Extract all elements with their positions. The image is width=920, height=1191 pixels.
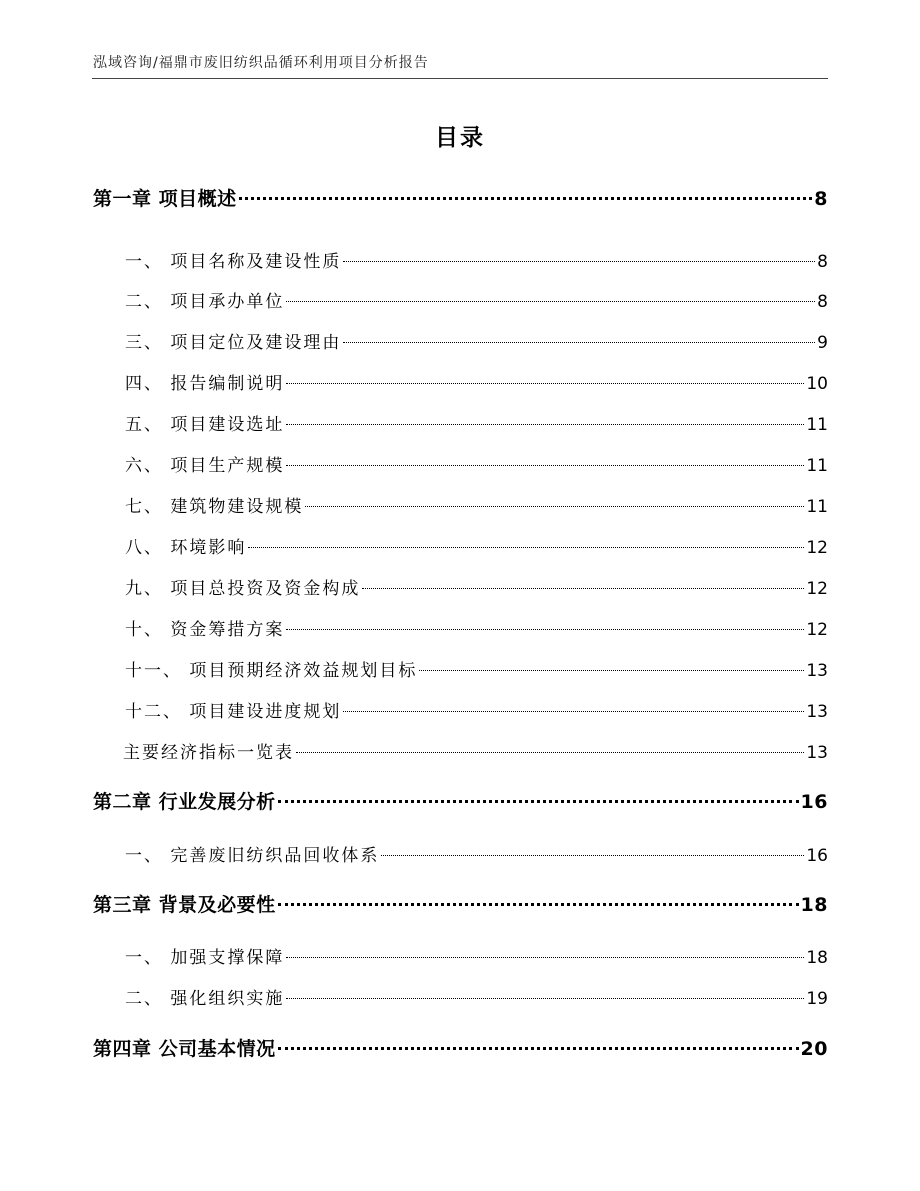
toc-page-number: 8	[814, 188, 828, 210]
toc-page-number: 12	[806, 579, 828, 599]
toc-entry-label: 七、 建筑物建设规模	[125, 497, 304, 517]
dot-leader	[278, 1047, 799, 1050]
dot-leader	[343, 261, 815, 262]
toc-entry-section[interactable]	[93, 328, 828, 353]
toc-entry-label: 九、 项目总投资及资金构成	[125, 579, 361, 599]
toc-entry-label: 十二、 项目建设进度规划	[125, 702, 342, 722]
toc-entry-section[interactable]	[93, 574, 828, 599]
toc-page-number: 8	[817, 292, 828, 312]
toc-entry-label: 一、 加强支撑保障	[125, 948, 285, 968]
toc-title: 目录	[435, 125, 485, 151]
dot-leader	[286, 998, 804, 999]
dot-leader	[239, 197, 813, 200]
toc-entry-section[interactable]	[93, 533, 828, 558]
toc-entry-label: 主要经济指标一览表	[123, 743, 294, 763]
toc-entry-label: 十、 资金筹措方案	[125, 620, 285, 640]
dot-leader	[248, 547, 804, 548]
toc-entry-chapter[interactable]	[93, 184, 828, 211]
header-rule	[92, 78, 828, 79]
toc-entry-label: 第三章 背景及必要性	[93, 894, 276, 916]
toc-page-number: 20	[800, 1038, 828, 1060]
toc-entry-section[interactable]	[93, 656, 828, 681]
dot-leader	[286, 629, 804, 630]
toc-page-number: 13	[806, 702, 828, 722]
toc-entry-label: 一、 完善废旧纺织品回收体系	[125, 846, 380, 866]
toc-entry-label: 三、 项目定位及建设理由	[125, 333, 342, 353]
running-header: 泓域咨询/福鼎市废旧纺织品循环利用项目分析报告	[93, 55, 429, 71]
toc-page-number: 11	[806, 456, 828, 476]
dot-leader	[278, 903, 799, 906]
dot-leader	[286, 957, 804, 958]
toc-entry-label: 五、 项目建设选址	[125, 415, 285, 435]
toc-entry-chapter[interactable]	[93, 787, 828, 814]
toc-entry-label: 二、 项目承办单位	[125, 292, 285, 312]
toc-page-number: 11	[806, 497, 828, 517]
toc-page-number: 10	[806, 374, 828, 394]
toc-entry-section[interactable]	[93, 410, 828, 435]
toc-entry-section[interactable]	[93, 697, 828, 722]
toc-page-number: 18	[800, 894, 828, 916]
dot-leader	[305, 506, 804, 507]
toc-entry-section[interactable]	[93, 984, 828, 1009]
dot-leader	[286, 465, 804, 466]
toc-entry-section[interactable]	[93, 615, 828, 640]
toc-entry-table[interactable]	[93, 738, 828, 763]
toc-entry-section[interactable]	[93, 247, 828, 272]
dot-leader	[286, 301, 815, 302]
dot-leader	[296, 752, 804, 753]
toc-entry-section[interactable]	[93, 841, 828, 866]
toc-page-number: 19	[806, 989, 828, 1009]
toc-page-number: 13	[806, 661, 828, 681]
toc-page-number: 9	[817, 333, 828, 353]
toc-page-number: 12	[806, 620, 828, 640]
dot-leader	[419, 670, 804, 671]
toc-page-number: 18	[806, 948, 828, 968]
dot-leader	[381, 855, 804, 856]
toc-entry-section[interactable]	[93, 943, 828, 968]
toc-page-number: 13	[806, 743, 828, 763]
toc-page-number: 16	[800, 791, 828, 813]
toc-entry-label: 四、 报告编制说明	[125, 374, 285, 394]
toc-entry-chapter[interactable]	[93, 1034, 828, 1061]
dot-leader	[286, 424, 804, 425]
toc-entry-label: 第二章 行业发展分析	[93, 791, 276, 813]
toc-entry-section[interactable]	[93, 287, 828, 312]
toc-entry-section[interactable]	[93, 369, 828, 394]
toc-entry-label: 六、 项目生产规模	[125, 456, 285, 476]
toc-page-number: 8	[817, 252, 828, 272]
toc-entry-label: 第四章 公司基本情况	[93, 1038, 276, 1060]
dot-leader	[278, 800, 799, 803]
toc-entry-section[interactable]	[93, 451, 828, 476]
toc-entry-section[interactable]	[93, 492, 828, 517]
toc-entry-label: 八、 环境影响	[125, 538, 247, 558]
toc-entry-label: 二、 强化组织实施	[125, 989, 285, 1009]
toc-page-number: 16	[806, 846, 828, 866]
toc-entry-label: 第一章 项目概述	[93, 188, 237, 210]
toc-entry-label: 十一、 项目预期经济效益规划目标	[125, 661, 418, 681]
toc-entry-chapter[interactable]	[93, 890, 828, 917]
dot-leader	[286, 383, 804, 384]
toc-page-number: 12	[806, 538, 828, 558]
toc-entry-label: 一、 项目名称及建设性质	[125, 252, 342, 272]
dot-leader	[362, 588, 804, 589]
toc-page-number: 11	[806, 415, 828, 435]
dot-leader	[343, 342, 815, 343]
dot-leader	[343, 711, 804, 712]
